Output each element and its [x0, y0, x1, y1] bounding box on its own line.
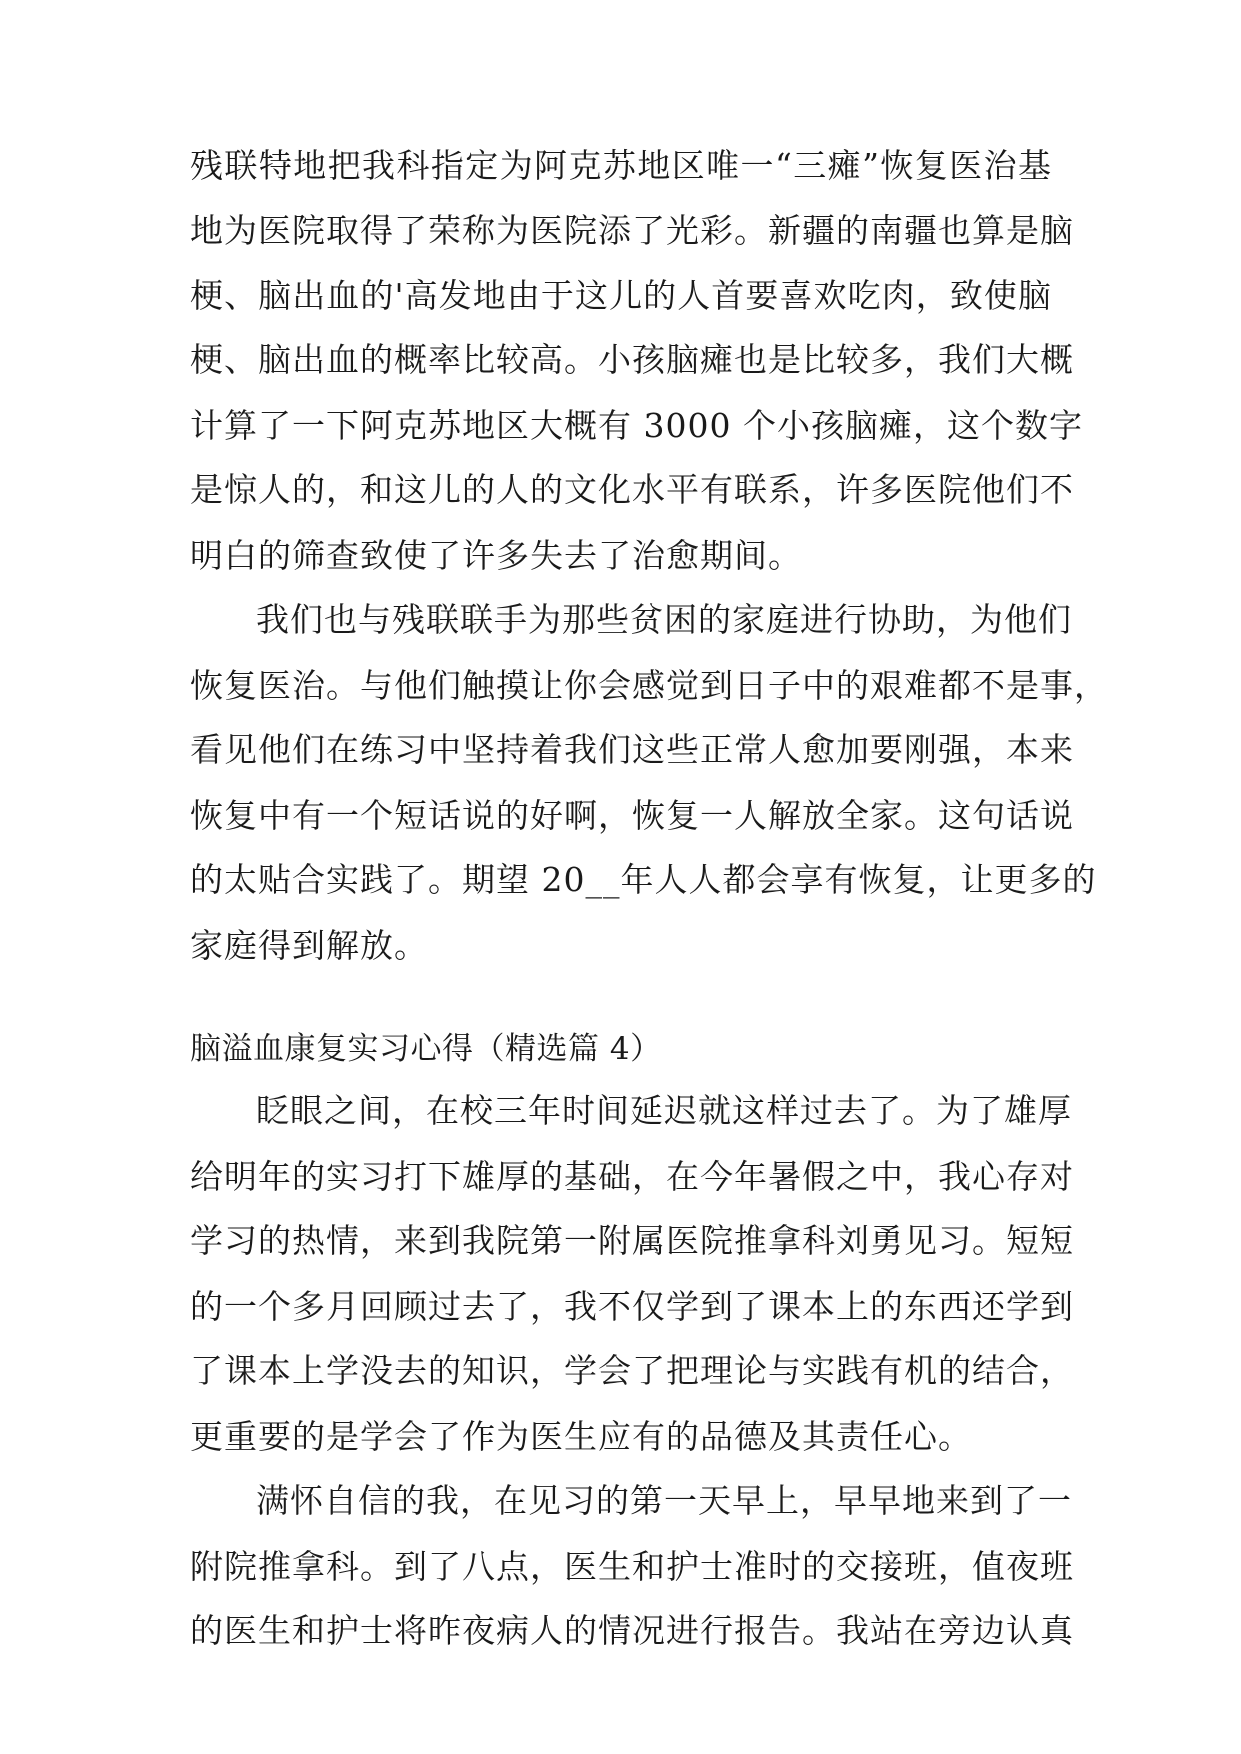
- text-line: 梗、脑出血的'高发地由于这儿的人首要喜欢吃肉，致使脑: [190, 276, 1052, 315]
- text-line: 梗、脑出血的概率比较高。小孩脑瘫也是比较多，我们大概: [190, 340, 1074, 379]
- text-line: 满怀自信的我，在见习的第一天早上，早早地来到了一: [256, 1481, 1072, 1520]
- text-line: 的医生和护士将昨夜病人的情况进行报告。我站在旁边认真: [190, 1611, 1074, 1650]
- text-line: 残联特地把我科指定为阿克苏地区唯一“三瘫”恢复医治基: [190, 146, 1052, 185]
- text-line: 学习的热情，来到我院第一附属医院推拿科刘勇见习。短短: [190, 1221, 1074, 1260]
- text-line: 地为医院取得了荣称为医院添了光彩。新疆的南疆也算是脑: [190, 211, 1074, 250]
- text-line: 的一个多月回顾过去了，我不仅学到了课本上的东西还学到: [190, 1287, 1074, 1326]
- text-line: 恢复医治。与他们触摸让你会感觉到日子中的艰难都不是事，: [190, 666, 1108, 705]
- text-line: 看见他们在练习中坚持着我们这些正常人愈加要刚强，本来: [190, 730, 1074, 769]
- text-line: 明白的筛查致使了许多失去了治愈期间。: [190, 536, 802, 575]
- text-line: 更重要的是学会了作为医生应有的品德及其责任心。: [190, 1417, 972, 1456]
- section-heading: 脑溢血康复实习心得（精选篇 4）: [190, 1031, 662, 1067]
- text-line: 附院推拿科。到了八点，医生和护士准时的交接班，值夜班: [190, 1547, 1074, 1586]
- text-line: 了课本上学没去的知识，学会了把理论与实践有机的结合，: [190, 1351, 1074, 1390]
- text-line: 的太贴合实践了。期望 20__年人人都会享有恢复，让更多的: [190, 860, 1097, 899]
- text-line: 给明年的实习打下雄厚的基础，在今年暑假之中，我心存对: [190, 1157, 1074, 1196]
- text-line: 我们也与残联联手为那些贫困的家庭进行协助，为他们: [256, 600, 1072, 639]
- text-line: 是惊人的，和这儿的人的文化水平有联系，许多医院他们不: [190, 470, 1074, 509]
- text-line: 计算了一下阿克苏地区大概有 3000 个小孩脑瘫，这个数字: [190, 406, 1083, 445]
- text-line: 家庭得到解放。: [190, 926, 428, 965]
- text-line: 恢复中有一个短话说的好啊，恢复一人解放全家。这句话说: [190, 796, 1074, 835]
- text-line: 眨眼之间，在校三年时间延迟就这样过去了。为了雄厚: [256, 1091, 1072, 1130]
